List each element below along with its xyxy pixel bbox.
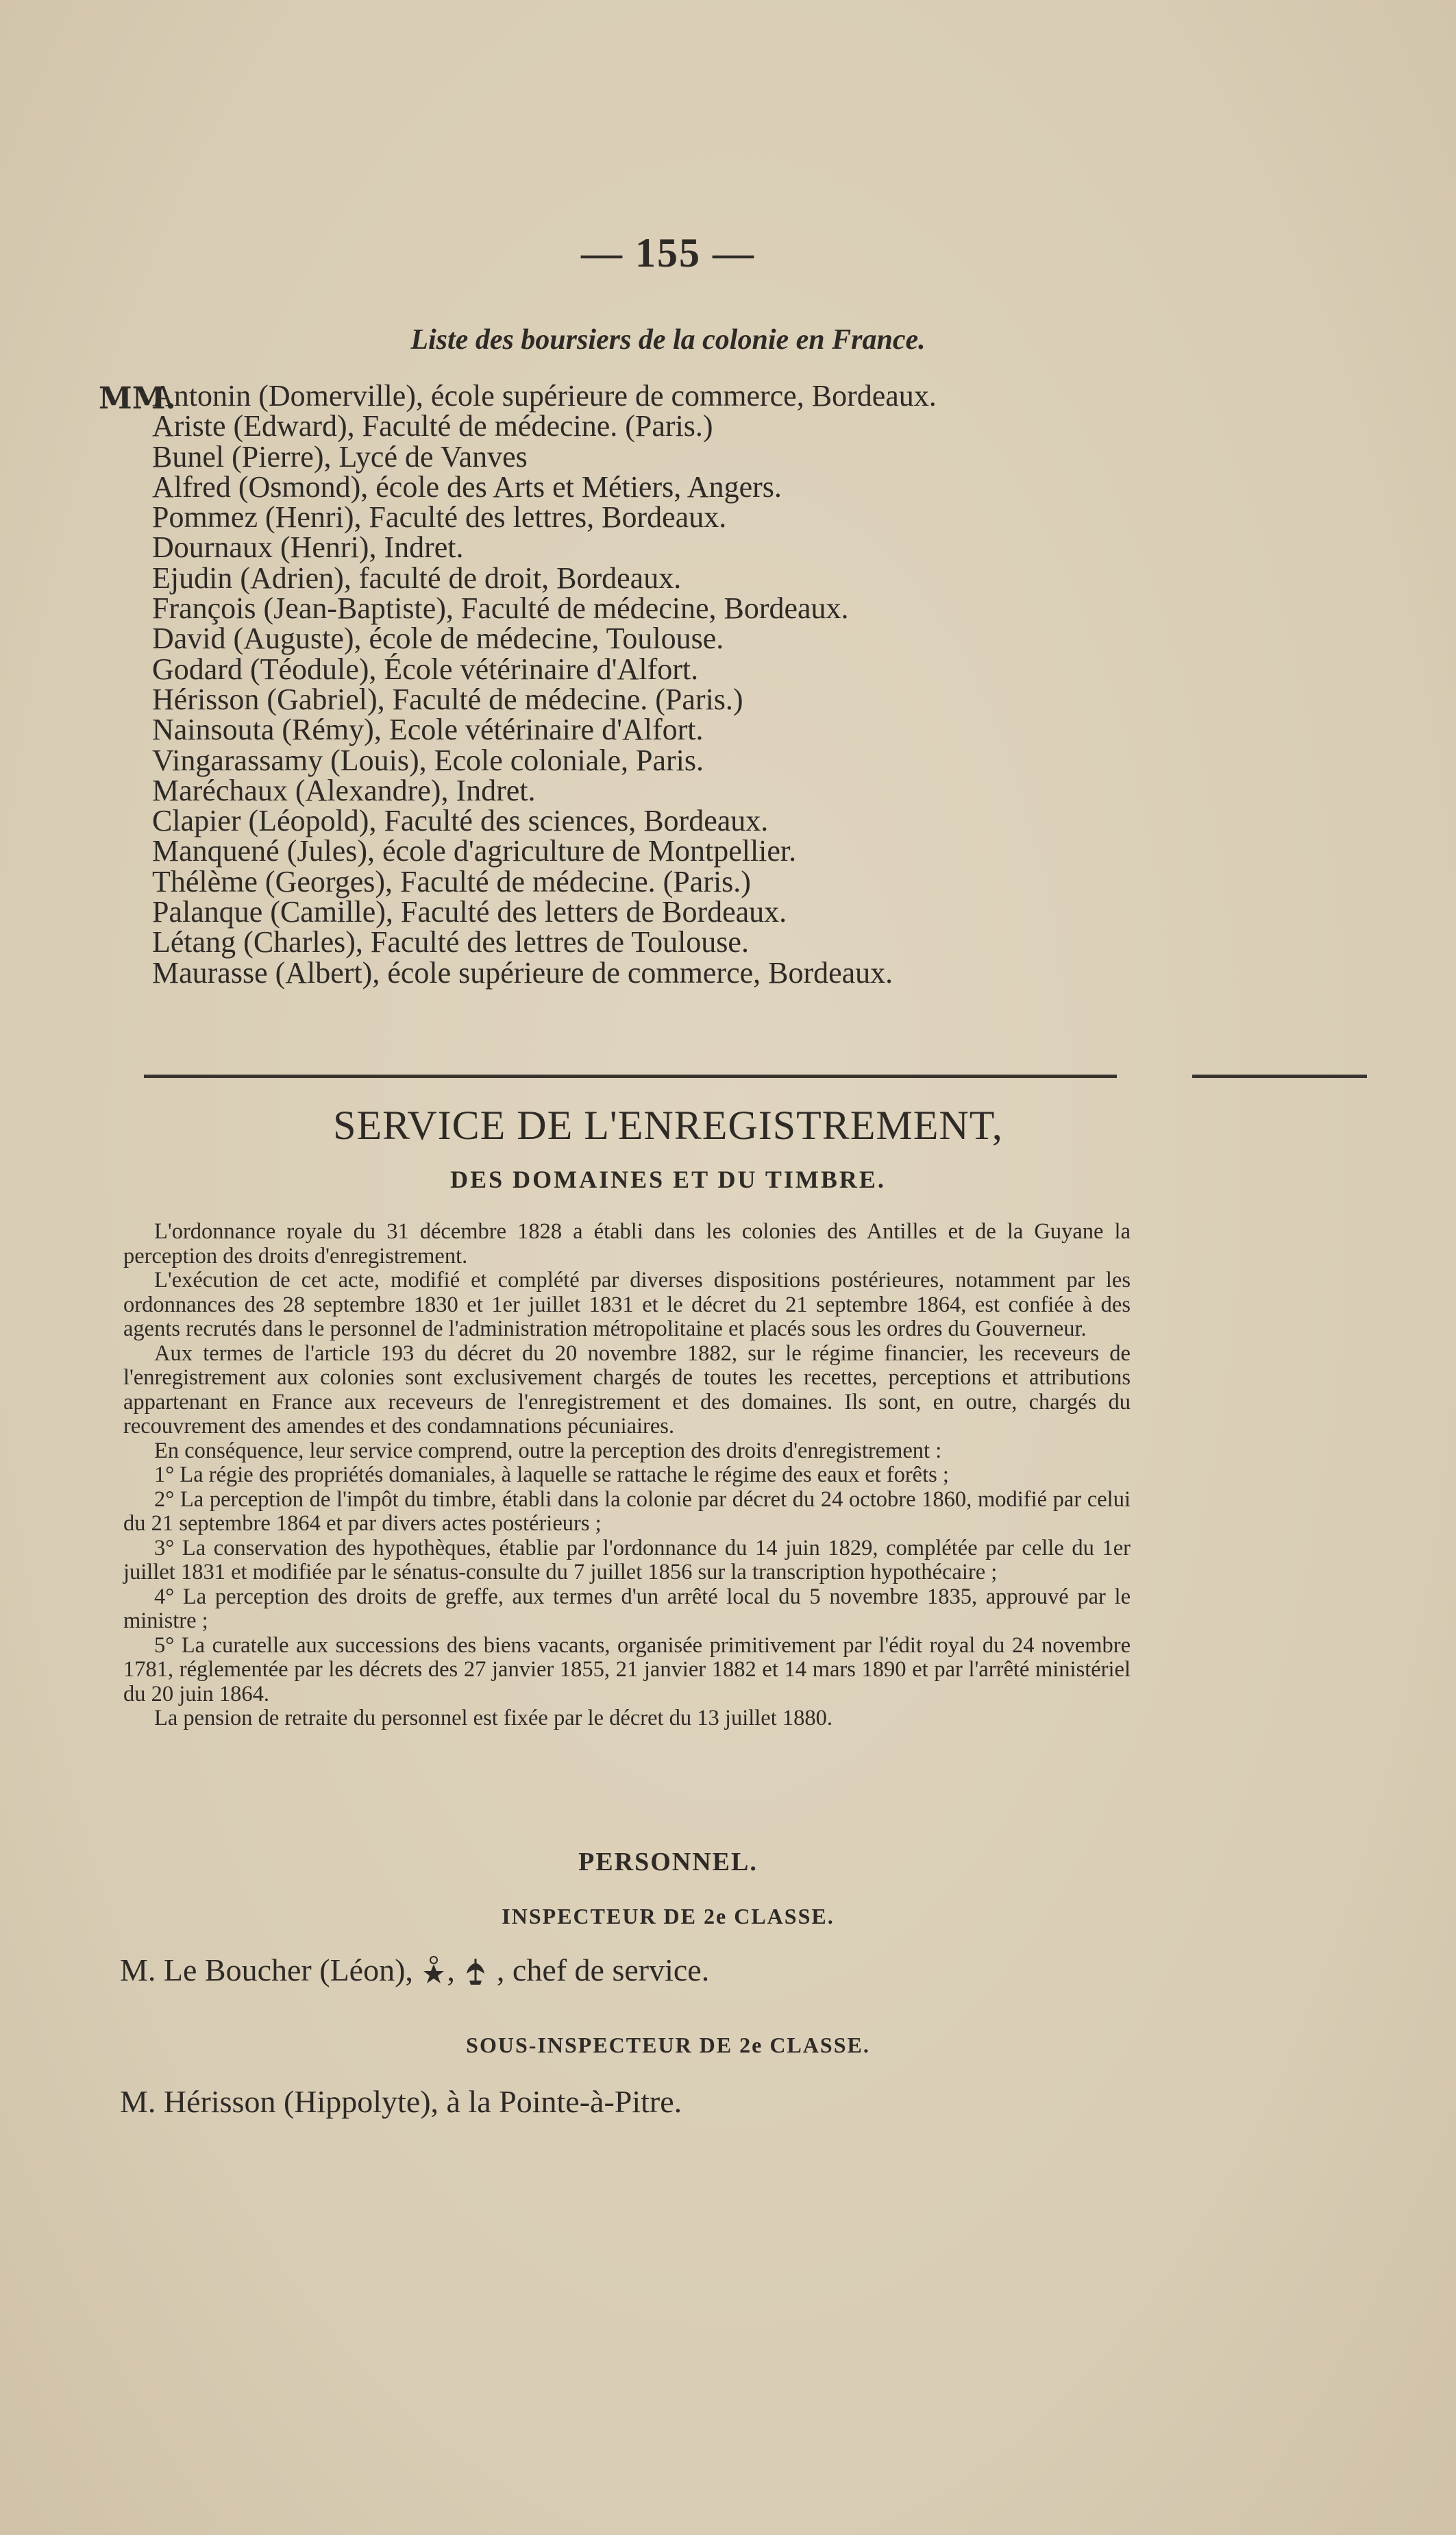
list-item: Thélème (Georges), Faculté de médecine. (Paris.) (152, 864, 751, 898)
list-item: Antonin (Domerville), école supérieure de commerce, Bordeaux. (152, 379, 937, 413)
academic-palms-icon (462, 1956, 489, 1986)
list-title: Liste des boursiers de la colonie en France. (410, 324, 926, 356)
paragraph: La pension de retraite du personnel est fixée par le décret du 13 juillet 1880. (154, 1706, 832, 1730)
paragraph: 5° La curatelle aux successions des biens vacants, organisée primitivement par l'édit royal du 24 novembre 1781, réglementée par les décrets des 27 janvier 1855, 21 janvier 1882 et 14 mars 1890 et par l'arrêté ministériel du 20 juin 1864. (123, 1632, 1131, 1706)
sous-inspecteur-heading: SOUS-INSPECTEUR DE 2e CLASSE. (466, 2033, 870, 2057)
list-item: Ariste (Edward), Faculté de médecine. (Paris.) (152, 409, 713, 443)
section-divider (144, 1075, 1117, 1078)
list-item: Godard (Téodule), École vétérinaire d'Alfort. (152, 652, 699, 686)
sous-inspecteur-entry: M. Hérisson (Hippolyte), à la Pointe-à-Pitre. (120, 2084, 682, 2119)
section-title: SERVICE DE L'ENREGISTREMENT, (333, 1103, 1003, 1148)
paragraph: Aux termes de l'article 193 du décret du 20 novembre 1882, sur le régime financier, les receveurs de l'enregistrement aux colonies sont exclusivement chargés de toutes les recettes, perceptions et attributions appartenant en France aux receveurs de l'enregistrement et des domaines. Ils sont, en outre, chargés du recouvrement des amendes et des condamnations pécuniaires. (123, 1340, 1131, 1438)
list-item: Palanque (Camille), Faculté des letters de Bordeaux. (152, 895, 787, 929)
list-item: Pommez (Henri), Faculté des lettres, Bordeaux. (152, 500, 727, 535)
page-number: — 155 — (581, 230, 755, 275)
list-item: Clapier (Léopold), Faculté des sciences, Bordeaux. (152, 804, 769, 838)
paragraph: L'exécution de cet acte, modifié et complété par diverses dispositions postérieures, notamment par les ordonnances des 28 septembre 1830 et 1er juillet 1831 et le décret du 21 septembre 1864, est confiée à des agents recrutés dans le personnel de l'administration métropolitaine et placés sous les ordres du Gouverneur. (123, 1268, 1131, 1341)
boursiers-list (99, 379, 1180, 990)
paragraph: 2° La perception de l'impôt du timbre, établi dans la colonie par décret du 24 octobre 1860, modifié par celui du 21 septembre 1864 et par divers actes postérieurs ; (123, 1486, 1131, 1536)
list-item: Hérisson (Gabriel), Faculté de médecine. (Paris.) (152, 682, 743, 716)
paragraph: 4° La perception des droits de greffe, aux termes d'un arrêté local du 5 novembre 1835, approuvé par le ministre ; (123, 1584, 1131, 1633)
list-item: Ejudin (Adrien), faculté de droit, Bordeaux. (152, 561, 682, 595)
list-item: Alfred (Osmond), école des Arts et Métiers, Angers. (152, 469, 782, 504)
inspecteur-heading: INSPECTEUR DE 2e CLASSE. (502, 1904, 835, 1928)
paragraph: En conséquence, leur service comprend, outre la perception des droits d'enregistrement : (154, 1438, 942, 1463)
inspecteur-name: M. Le Boucher (Léon), (120, 1952, 413, 1987)
list-item: Bunel (Pierre), Lycé de Vanves (152, 439, 528, 474)
paragraph: 1° La régie des propriétés domaniales, à laquelle se rattache le régime des eaux et forêts ; (154, 1462, 949, 1487)
legion-honor-icon (421, 1956, 447, 1986)
list-item: Dournaux (Henri), Indret. (152, 530, 464, 565)
paragraph: 3° La conservation des hypothèques, établie par l'ordonnance du 14 juin 1829, complétée par celle du 1er juillet 1831 et modifiée par le sénatus-consulte du 7 juillet 1856 sur la transcription hypothécaire ; (123, 1535, 1131, 1584)
list-item: David (Auguste), école de médecine, Toulouse. (152, 622, 724, 656)
list-item: Manquené (Jules), école d'agriculture de Montpellier. (152, 834, 797, 868)
list-prefix: MM. (99, 381, 176, 416)
list-item: Vingarassamy (Louis), Ecole coloniale, Paris. (152, 743, 704, 777)
section-body (123, 1220, 1131, 1731)
personnel-heading: PERSONNEL. (578, 1848, 758, 1876)
section-divider (1192, 1075, 1367, 1078)
list-item: Létang (Charles), Faculté des lettres de Toulouse. (152, 925, 749, 959)
paragraph: L'ordonnance royale du 31 décembre 1828 a établi dans les colonies des Antilles et de la Guyane la perception des droits d'enregistrement. (123, 1219, 1131, 1269)
section-subtitle: DES DOMAINES ET DU TIMBRE. (450, 1166, 886, 1193)
list-item: François (Jean-Baptiste), Faculté de médecine, Bordeaux. (152, 591, 849, 626)
inspecteur-role: , chef de service. (496, 1952, 710, 1987)
list-item: Nainsouta (Rémy), Ecole vétérinaire d'Alfort. (152, 713, 704, 747)
inspecteur-entry: M. Le Boucher (Léon), , , chef de service. (120, 1952, 710, 1987)
list-item: Maurasse (Albert), école supérieure de commerce, Bordeaux. (152, 955, 893, 990)
list-item: Maréchaux (Alexandre), Indret. (152, 773, 536, 807)
